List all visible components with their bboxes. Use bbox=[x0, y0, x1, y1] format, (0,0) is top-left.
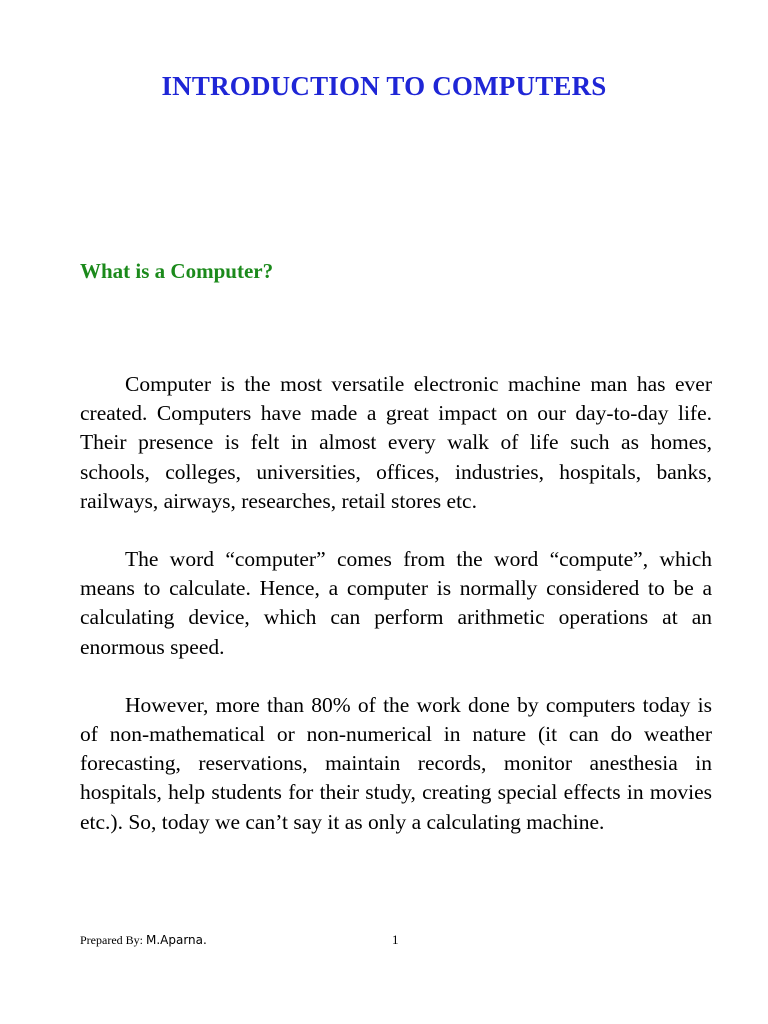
prepared-by-label: Prepared By: bbox=[80, 933, 143, 947]
page-footer bbox=[80, 932, 720, 948]
section-heading: What is a Computer? bbox=[80, 259, 274, 283]
body-text bbox=[80, 370, 712, 866]
paragraph-3: However, more than 80% of the work done by computers today is of non-mathematical or non-numerical in nature (it can do weather forecasting, reservations, maintain records, monitor anesthesia in hospitals, help students for their study, creating special effects in movies etc.). So, today we can’t say it as only a calculating machine. bbox=[80, 692, 712, 834]
paragraph-2: The word “computer” comes from the word “compute”, which means to calculate. Hence, a computer is normally considered to be a calculating device, which can perform arithmetic operations at an enormous speed. bbox=[80, 547, 712, 659]
paragraph-1: Computer is the most versatile electronic machine man has ever created. Computers have made a great impact on our day-to-day life. Their presence is felt in almost every walk of life such as homes, schools, colleges, universities, offices, industries, hospitals, banks, railways, airways, researches, retail stores etc. bbox=[80, 372, 712, 513]
page-title: INTRODUCTION TO COMPUTERS bbox=[161, 71, 607, 101]
author-name: M.Aparna. bbox=[145, 933, 207, 947]
page-number: 1 bbox=[392, 932, 399, 947]
